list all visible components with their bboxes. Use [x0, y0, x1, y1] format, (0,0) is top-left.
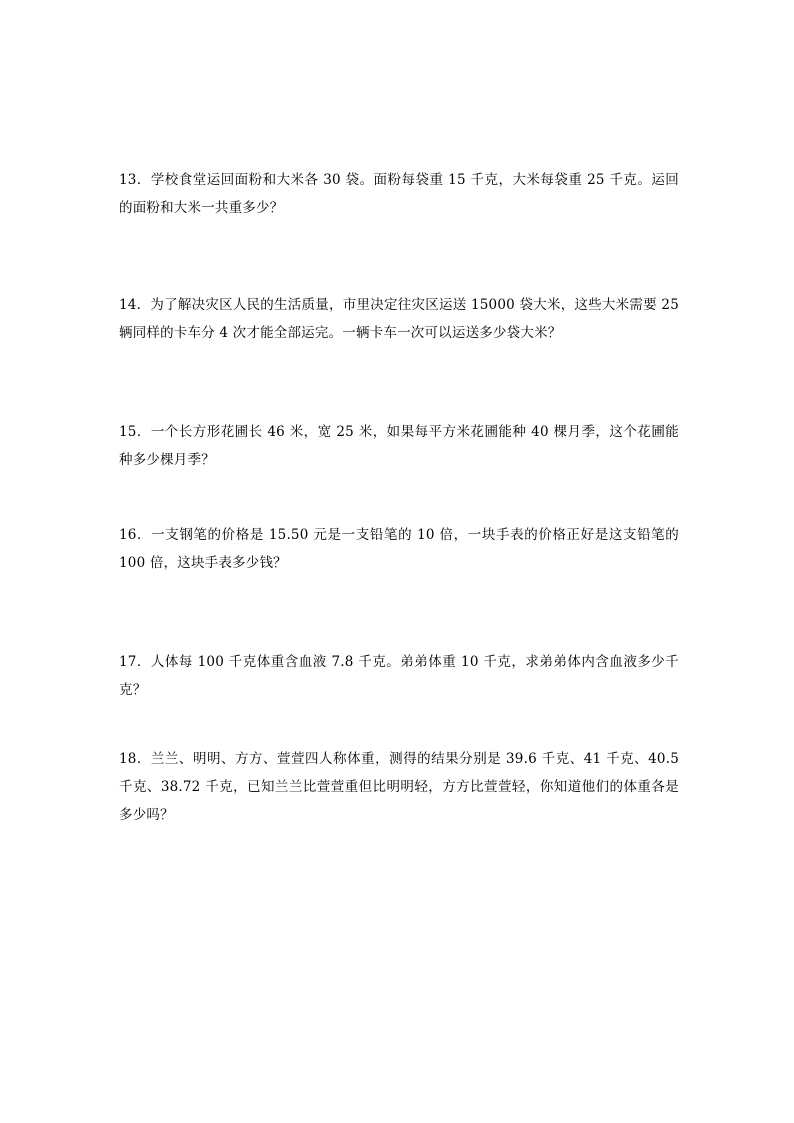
question-16: 16．一支钢笔的价格是 15.50 元是一支铅笔的 10 倍，一块手表的价格正好是这支铅笔的 100 倍，这块手表多少钱？ [119, 527, 679, 571]
question-17: 17．人体每 100 千克体重含血液 7.8 千克。弟弟体重 10 千克，求弟弟体内含血液多少千克？ [119, 654, 679, 698]
question-18: 18．兰兰、明明、方方、萱萱四人称体重，测得的结果分别是 39.6 千克、41 千克、40.5 千克、38.72 千克，已知兰兰比萱萱重但比明明轻，方方比萱萱轻，你知道他们的体重各是多少吗？ [119, 751, 679, 823]
question-13: 13．学校食堂运回面粉和大米各 30 袋。面粉每袋重 15 千克，大米每袋重 25 千克。运回的面粉和大米一共重多少？ [119, 172, 679, 216]
question-14: 14．为了解决灾区人民的生活质量，市里决定往灾区运送 15000 袋大米，这些大米需要 25 辆同样的卡车分 4 次才能全部运完。一辆卡车一次可以运送多少袋大米？ [119, 297, 679, 341]
question-15: 15．一个长方形花圃长 46 米，宽 25 米，如果每平方米花圃能种 40 棵月季，这个花圃能种多少棵月季？ [119, 424, 679, 468]
